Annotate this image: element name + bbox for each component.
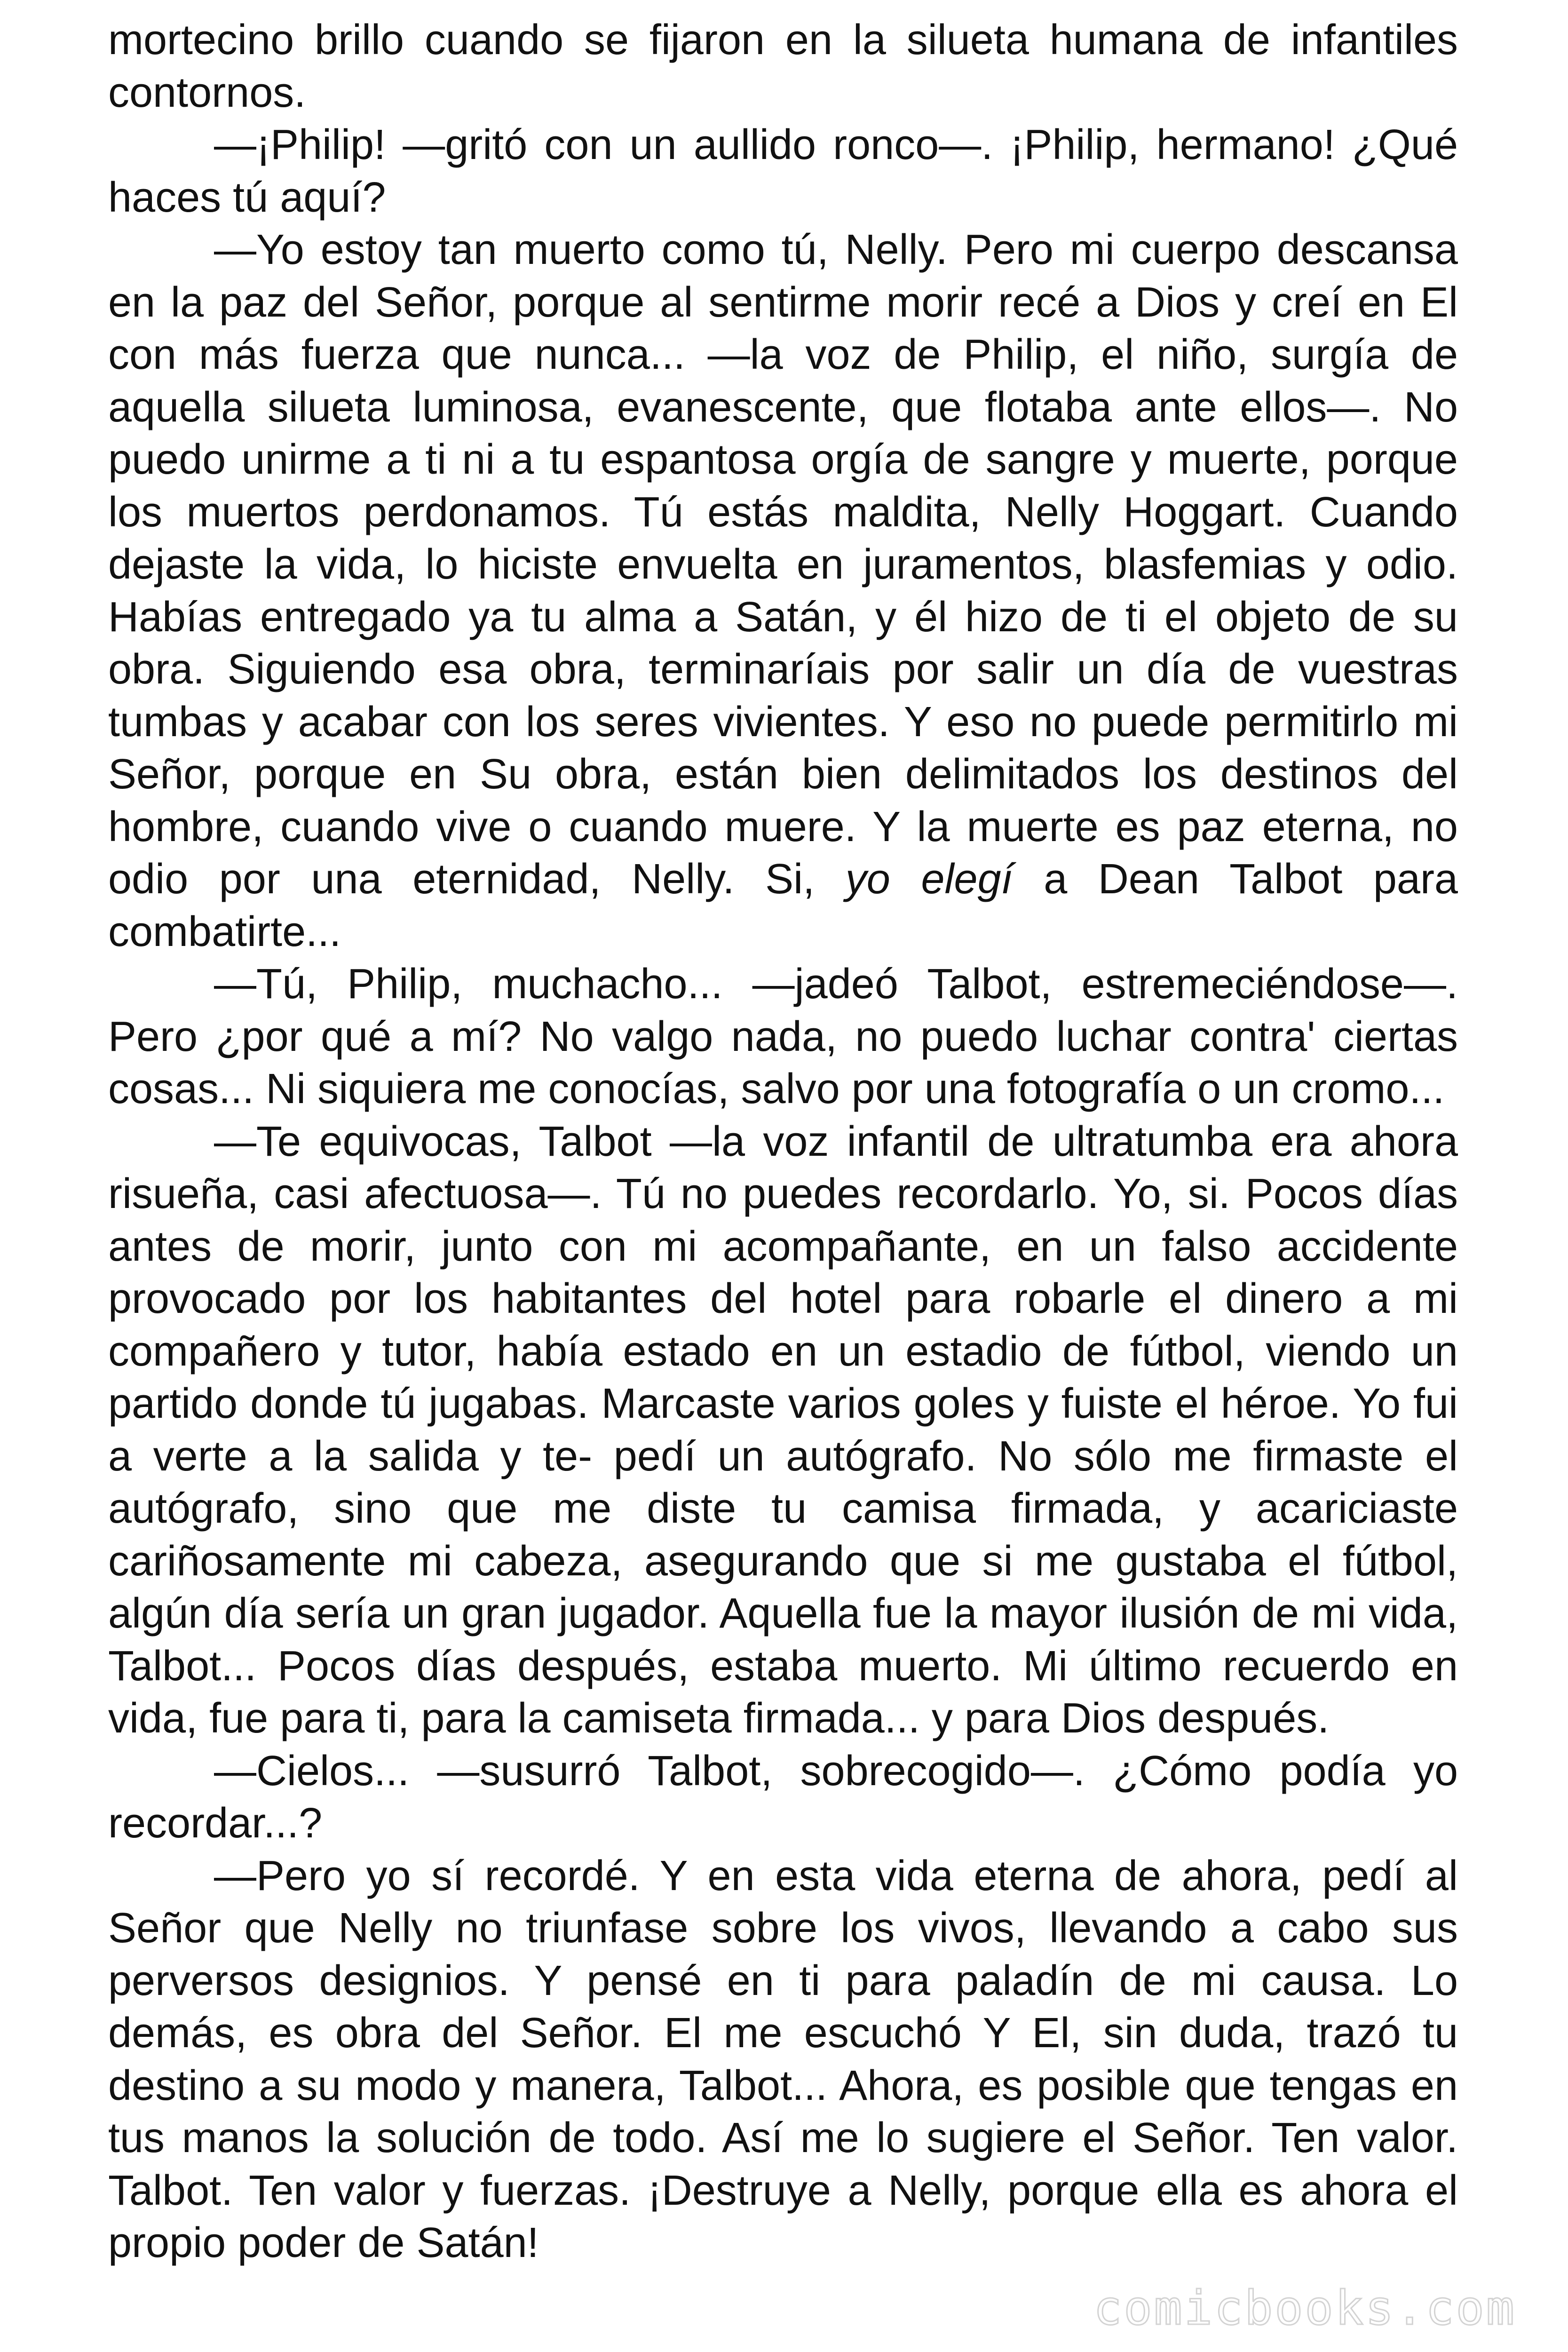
watermark: comicbooks.com — [1093, 2280, 1516, 2336]
paragraph-5 — [108, 1116, 1458, 1745]
paragraph-5-text: —Te equivocas, Talbot —la voz infantil de ultratumba era ahora risueña, casi afectuosa—. Tú no puedes recordarlo. Yo, si. Pocos días antes de morir, junto con mi acompañante, en un falso accidente provocado por los habitantes del hotel para robarle el dinero a mi compañero y tutor, había estado en un estadio de fútbol, viendo un partido donde tú jugabas. Marcaste varios goles y fuiste el héroe. Yo fui a verte a la salida y te- pedí un autógrafo. No sólo me firmaste el autógrafo, sino que me diste tu camisa firmada, y acariciaste cariñosamente mi cabeza, asegurando que si me gustaba el fútbol, algún día sería un gran jugador. Aquella fue la mayor ilusión de mi vida, Talbot... Pocos días después, estaba muerto. Mi último recuerdo en vida, fue para ti, para la camiseta firmada... y para Dios después. — [108, 1118, 1458, 1742]
paragraph-6-text: —Cielos... —susurró Talbot, sobrecogido—. ¿Cómo podía yo recordar...? — [108, 1747, 1458, 1847]
paragraph-7-text: —Pero yo sí recordé. Y en esta vida eterna de ahora, pedí al Señor que Nelly no triunfase sobre los vivos, llevando a cabo sus perversos designios. Y pensé en ti para paladín de mi causa. Lo demás, es obra del Señor. El me escuchó Y El, sin duda, trazó tu destino a su modo y manera, Talbot... Ahora, es posible que tengas en tus manos la solución de todo. Así me lo sugiere el Señor. Ten valor. Talbot. Ten valor y fuerzas. ¡Destruye a Nelly, porque ella es ahora el propio poder de Satán! — [108, 1852, 1458, 2266]
paragraph-3-italic: yo elegí — [845, 856, 1013, 903]
paragraph-4-text: —Tú, Philip, muchacho... —jadeó Talbot, estremeciéndose—. Pero ¿por qué a mí? No valgo nada, no puedo luchar contra' ciertas cosas... Ni siquiera me conocías, salvo por una fotografía o un cromo... — [108, 961, 1458, 1112]
paragraph-2 — [108, 119, 1458, 224]
paragraph-7 — [108, 1850, 1458, 2270]
paragraph-3-text-after: a Dean Talbot para combatirte... — [108, 856, 1458, 955]
paragraph-2-text: —¡Philip! —gritó con un aullido ronco—. ¡Philip, hermano! ¿Qué haces tú aquí? — [108, 121, 1458, 221]
paragraph-3 — [108, 224, 1458, 958]
paragraph-3-text: —Yo estoy tan muerto como tú, Nelly. Pero mi cuerpo descansa en la paz del Señor, porque al sentirme morir recé a Dios y creí en El con más fuerza que nunca... —la voz de Philip, el niño, surgía de aquella silueta luminosa, evanescente, que flotaba ante ellos—. No puedo unirme a ti ni a tu espantosa orgía de sangre y muerte, porque los muertos perdonamos. Tú estás maldita, Nelly Hoggart. Cuando dejaste la vida, lo hiciste envuelta en juramentos, blasfemias y odio. Habías entregado ya tu alma a Satán, y él hizo de ti el objeto de su obra. Siguiendo esa obra, terminaríais por salir un día de vuestras tumbas y acabar con los seres vivientes. Y eso no puede permitirlo mi Señor, porque en Su obra, están bien delimitados los destinos del hombre, cuando vive o cuando muere. Y la muerte es paz eterna, no odio por una eternidad, Nelly. Si, — [108, 226, 1458, 903]
paragraph-1-text: mortecino brillo cuando se fijaron en la silueta humana de infantiles contornos. — [108, 16, 1458, 116]
paragraph-6 — [108, 1745, 1458, 1850]
paragraph-4 — [108, 958, 1458, 1116]
paragraph-1 — [108, 14, 1458, 119]
page-text — [108, 14, 1458, 2270]
